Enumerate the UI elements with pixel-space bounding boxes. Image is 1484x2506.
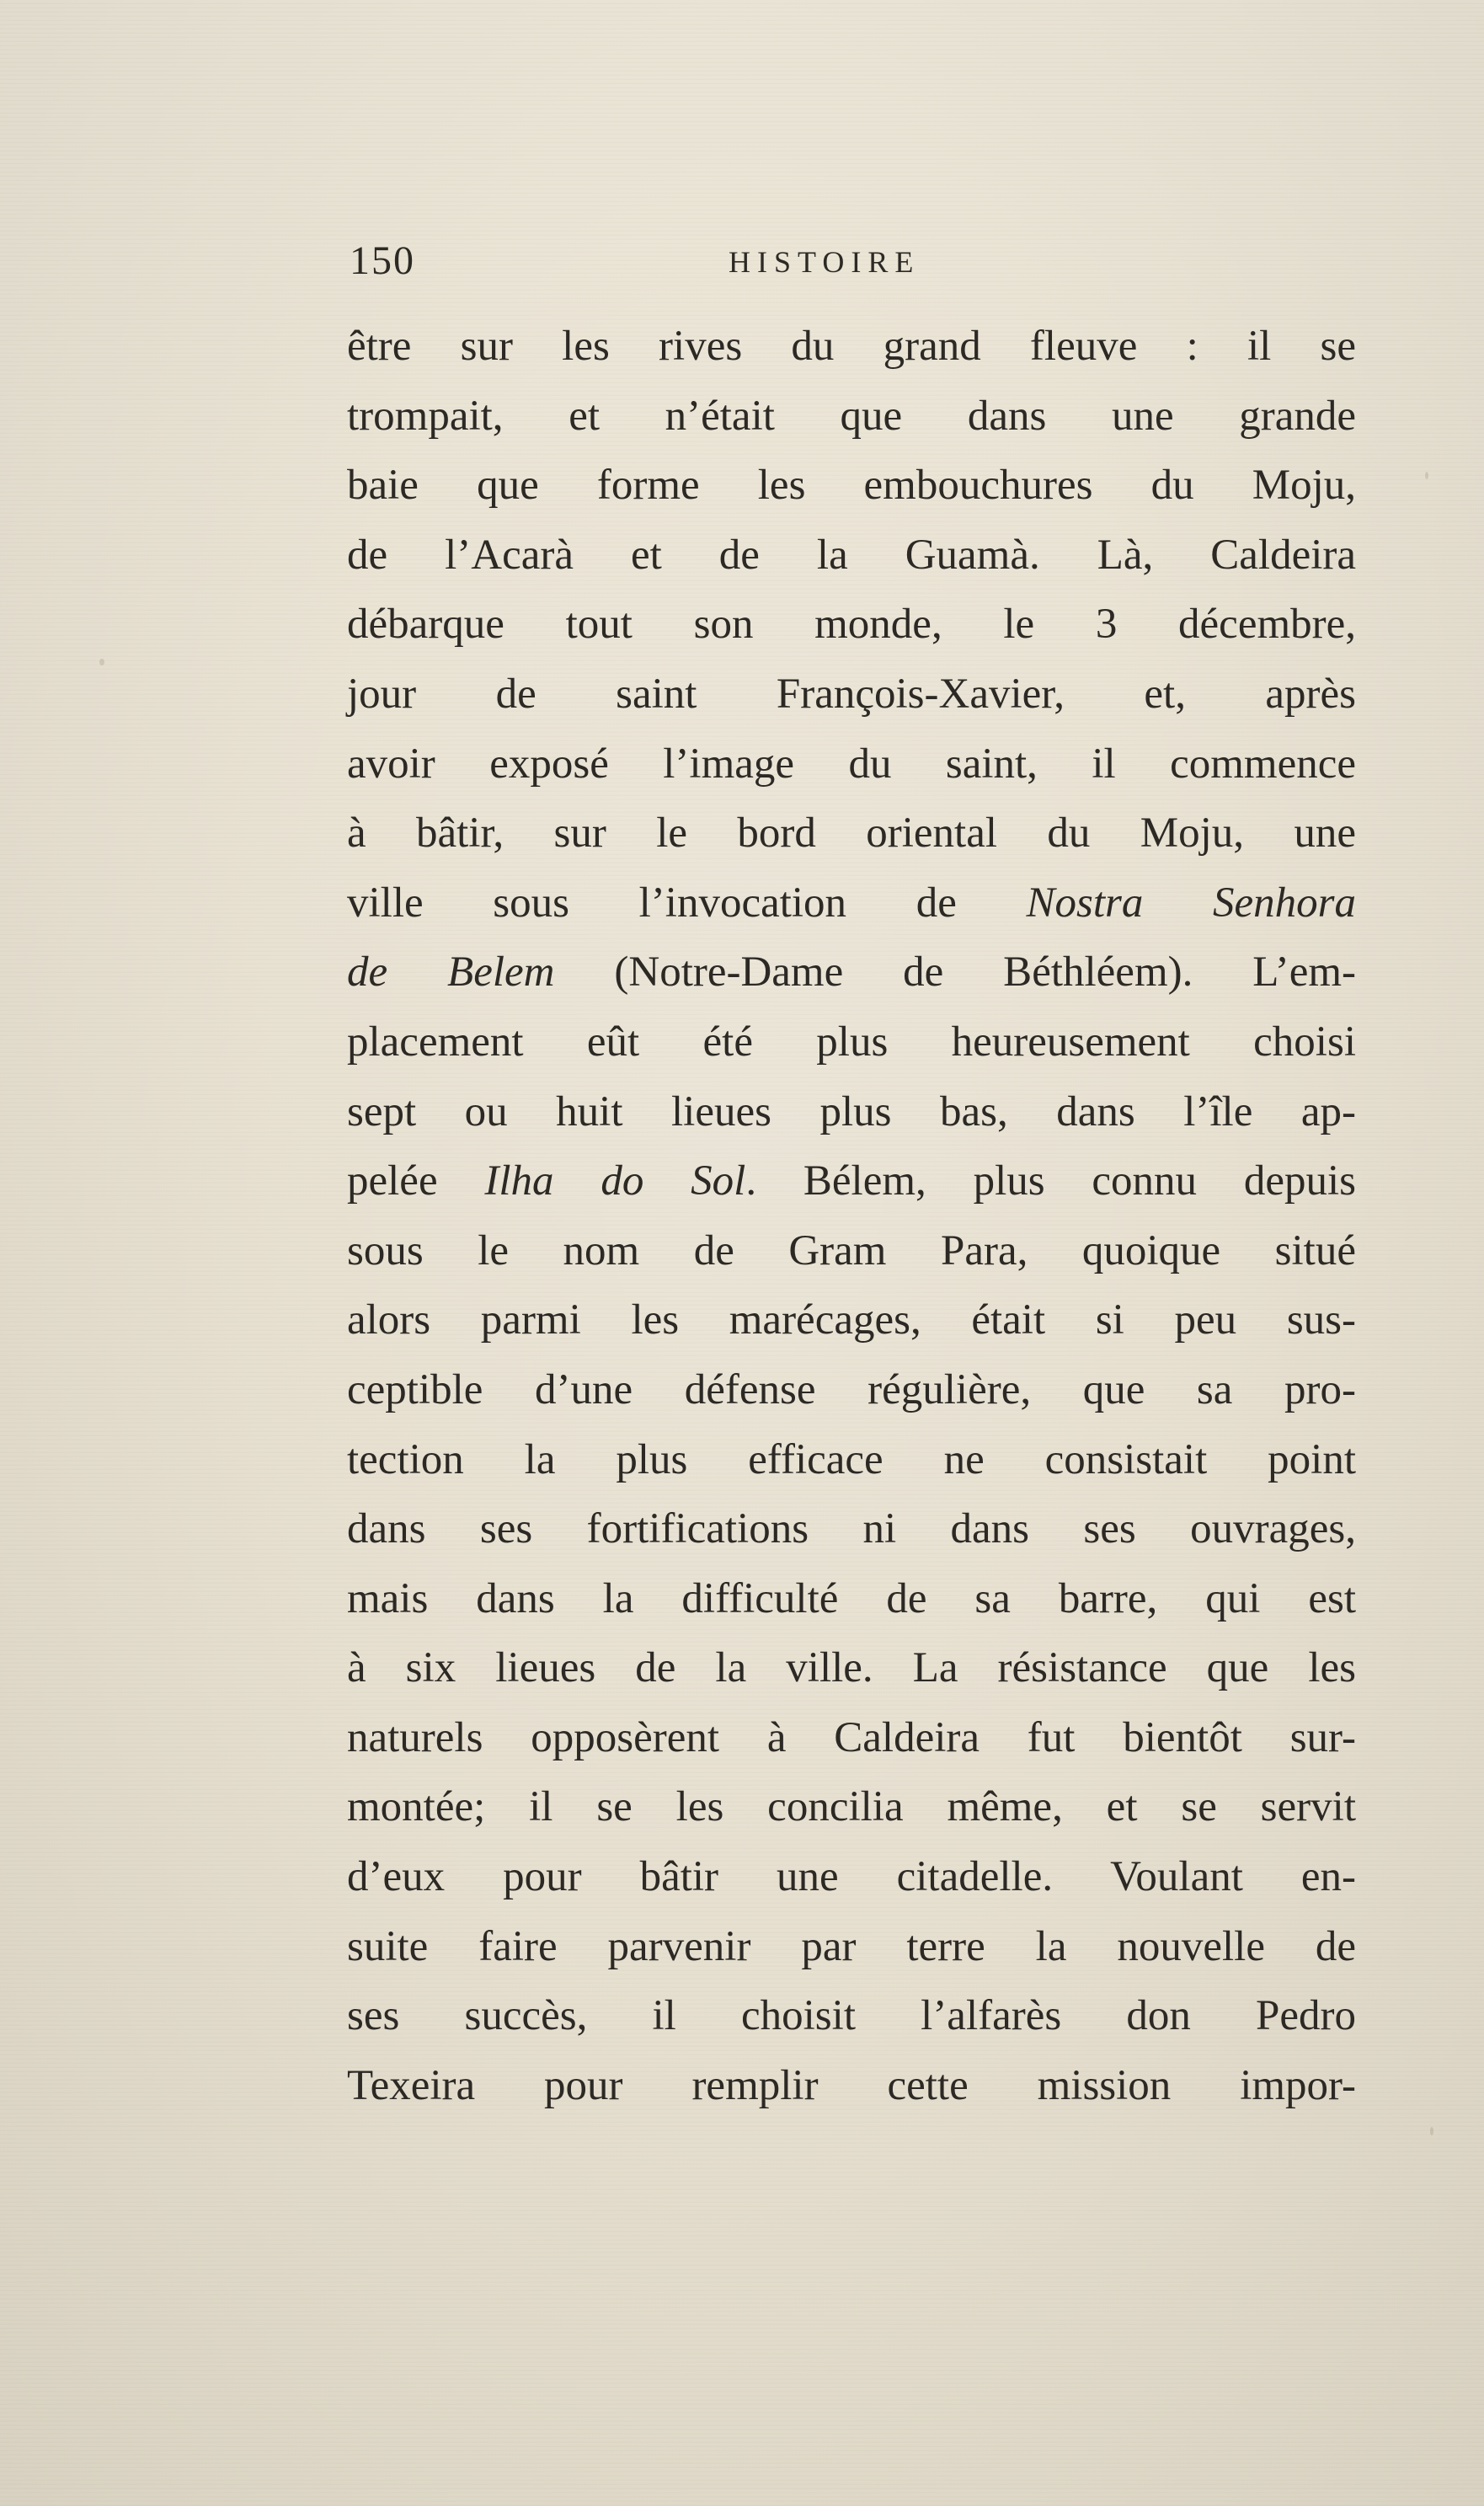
line-text: avoir exposé l’image du saint, il commence bbox=[347, 740, 1356, 788]
line-text: alors parmi les marécages, était si peu sus- bbox=[347, 1296, 1356, 1344]
text-line bbox=[347, 729, 1356, 799]
italic-text: Ilha do Sol bbox=[484, 1157, 746, 1205]
text-line bbox=[347, 1285, 1356, 1355]
text-line bbox=[347, 660, 1356, 729]
body-text bbox=[347, 312, 1356, 2120]
text-line bbox=[347, 1077, 1356, 1147]
text-line bbox=[347, 1772, 1356, 1842]
line-text: suite faire parvenir par terre la nouvelle de bbox=[347, 1922, 1356, 1970]
italic-text: Nostra Senhora bbox=[1026, 879, 1356, 927]
line-text: débarque tout son monde, le 3 décembre, bbox=[347, 601, 1356, 649]
text-line bbox=[347, 1981, 1356, 2051]
line-text: ville sous l’invocation de bbox=[347, 879, 1027, 927]
text-line bbox=[347, 1216, 1356, 1286]
running-head bbox=[350, 238, 1356, 297]
page-number: 150 bbox=[350, 238, 415, 283]
text-line bbox=[347, 451, 1356, 521]
line-text: naturels opposèrent à Caldeira fut bientôt sur- bbox=[347, 1713, 1356, 1761]
line-text: à six lieues de la ville. La résistance que les bbox=[347, 1644, 1356, 1692]
line-text: d’eux pour bâtir une citadelle. Voulant en- bbox=[347, 1853, 1356, 1901]
paper-spot bbox=[1425, 472, 1428, 479]
line-text: pelée bbox=[347, 1157, 485, 1205]
text-line bbox=[347, 868, 1356, 938]
running-title: HISTOIRE bbox=[729, 245, 921, 279]
line-text: . Bélem, plus connu depuis bbox=[745, 1157, 1357, 1205]
line-text: de l’Acarà et de la Guamà. Là, Caldeira bbox=[347, 531, 1356, 579]
text-line bbox=[347, 590, 1356, 660]
text-line bbox=[347, 1912, 1356, 1982]
text-line bbox=[347, 938, 1356, 1007]
text-line bbox=[347, 2051, 1356, 2121]
text-line bbox=[347, 1146, 1356, 1216]
line-text: dans ses fortifications ni dans ses ouvrages, bbox=[347, 1505, 1356, 1553]
paper-spot bbox=[99, 659, 104, 665]
line-text: baie que forme les embouchures du Moju, bbox=[347, 462, 1356, 510]
line-text: montée; il se les concilia même, et se servit bbox=[347, 1783, 1356, 1831]
text-line bbox=[347, 1425, 1356, 1495]
italic-text: de Belem bbox=[347, 948, 555, 997]
text-line bbox=[347, 1355, 1356, 1425]
line-text: à bâtir, sur le bord oriental du Moju, une bbox=[347, 810, 1356, 858]
line-text: ceptible d’une défense régulière, que sa pro- bbox=[347, 1365, 1356, 1413]
text-line bbox=[347, 1007, 1356, 1077]
text-line bbox=[347, 1564, 1356, 1634]
paper-spot bbox=[1430, 2127, 1433, 2135]
text-line bbox=[347, 1842, 1356, 1912]
text-line bbox=[347, 1494, 1356, 1564]
line-text: sous le nom de Gram Para, quoique situé bbox=[347, 1226, 1356, 1274]
text-line bbox=[347, 799, 1356, 868]
line-text: mais dans la difficulté de sa barre, qui est bbox=[347, 1574, 1356, 1622]
text-line bbox=[347, 382, 1356, 452]
text-line bbox=[347, 1633, 1356, 1703]
line-text: être sur les rives du grand fleuve : il se bbox=[347, 323, 1356, 370]
text-line bbox=[347, 1703, 1356, 1773]
line-text: Texeira pour remplir cette mission impor- bbox=[347, 2061, 1356, 2109]
line-text: tection la plus efficace ne consistait point bbox=[347, 1435, 1356, 1483]
line-text: trompait, et n’était que dans une grande bbox=[347, 392, 1356, 440]
line-text: placement eût été plus heureusement choisi bbox=[347, 1018, 1356, 1066]
line-text: ses succès, il choisit l’alfarès don Pedro bbox=[347, 1992, 1356, 2040]
text-line bbox=[347, 521, 1356, 590]
line-text: (Notre-Dame de Béthléem). L’em- bbox=[554, 948, 1356, 997]
line-text: sept ou huit lieues plus bas, dans l’île ap- bbox=[347, 1087, 1356, 1135]
line-text: jour de saint François-Xavier, et, après bbox=[347, 670, 1356, 718]
text-line bbox=[347, 312, 1356, 382]
